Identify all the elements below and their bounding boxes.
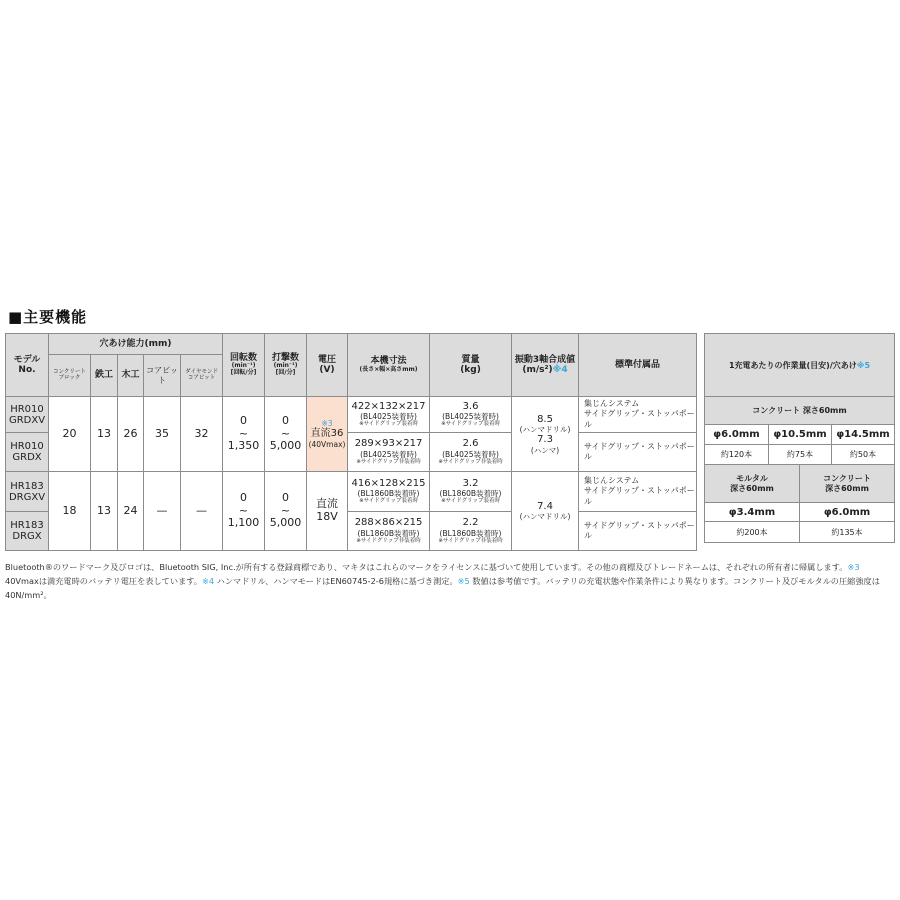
- work-count: 約200本: [705, 522, 800, 543]
- header-steel: 鉄工: [91, 355, 118, 397]
- model-line2: DRGXV: [8, 491, 46, 503]
- accessory-item: サイドグリップ・ストッパポール: [584, 520, 695, 540]
- header-speed-unit: (min⁻¹): [231, 362, 256, 370]
- table-row: [6, 397, 697, 433]
- model-hr010-grdxv: [6, 397, 49, 433]
- dims-value: 416×128×215: [351, 477, 426, 489]
- speed-min: 0: [240, 491, 248, 505]
- work-header-line1: コンクリート: [823, 473, 871, 483]
- speed-max: 1,350: [227, 439, 260, 453]
- cell-vibration: [512, 397, 579, 472]
- header-model: [6, 334, 49, 397]
- cell-accessories: [579, 433, 697, 472]
- cell-dims: [348, 397, 430, 433]
- cell-speed: [223, 472, 265, 551]
- model-hr010-grdx: [6, 433, 49, 472]
- spec-table: [5, 333, 697, 551]
- accessory-item: 集じんシステム: [584, 398, 640, 408]
- dims-battery: (BL1860B装着時): [357, 489, 420, 499]
- dims-value: 288×86×215: [354, 517, 423, 529]
- header-impact: [265, 334, 307, 397]
- work-diameter: φ6.0mm: [800, 503, 895, 522]
- cell-dims: [348, 433, 430, 472]
- cell-accessories: [579, 397, 697, 433]
- work-amount-table: [704, 333, 895, 543]
- dims-value: 422×132×217: [351, 400, 426, 412]
- weight-note: ※サイドグリップ非装着時: [438, 458, 503, 465]
- footnote-note4-text: ハンマドリル、ハンマモードはEN60745-2-6規格に基づき測定。: [214, 576, 458, 586]
- weight-note: ※サイドグリップ非装着時: [438, 537, 503, 544]
- cell-diamond: —: [181, 472, 223, 551]
- work-group2-header-concrete: [800, 465, 895, 503]
- cell-wood: 26: [118, 397, 144, 472]
- cell-weight: [430, 472, 512, 512]
- header-dimensions-label: 本機寸法: [370, 356, 407, 367]
- model-line1: HR183: [10, 480, 44, 492]
- speed-min: 0: [240, 414, 248, 428]
- header-weight-unit: (kg): [460, 365, 481, 375]
- work-group2-header-mortar: [705, 465, 800, 503]
- footnote-note3-text: 40Vmaxは満充電時のバッテリ電圧を表しています。: [5, 576, 202, 586]
- work-group1-header: コンクリート 深さ60mm: [705, 397, 895, 425]
- dims-battery: (BL4025装着時): [360, 449, 417, 459]
- cell-voltage: [307, 397, 348, 472]
- header-diamond-core-bit: [181, 355, 223, 397]
- work-count: 約120本: [705, 445, 769, 465]
- weight-battery: (BL1860B装着時): [439, 489, 502, 499]
- vibration-mode-drill: (ハンマドリル): [519, 512, 571, 522]
- header-drilling-capacity: 穴あけ能力(mm): [49, 334, 223, 355]
- header-vibration: [512, 334, 579, 397]
- header-voltage: [307, 334, 348, 397]
- work-count: 約75本: [769, 445, 832, 465]
- header-weight: [430, 334, 512, 397]
- accessory-item: サイドグリップ・ストッパポール: [584, 409, 695, 429]
- model-line2: GRDXV: [8, 414, 46, 426]
- dims-note: ※サイドグリップ非装着時: [356, 537, 421, 544]
- work-diameter: φ10.5mm: [769, 425, 832, 445]
- cell-dims: [348, 472, 430, 512]
- cell-accessories: [579, 512, 697, 551]
- cell-voltage: [307, 472, 348, 551]
- header-weight-label: 質量: [461, 354, 480, 365]
- work-table-title-text: 1充電あたりの作業量(目安)/穴あけ: [728, 360, 857, 370]
- header-impact-label: 打撃数: [272, 352, 300, 363]
- vibration-mode-drill: (ハンマドリル): [519, 425, 571, 434]
- vibration-value-hammer: 7.3: [537, 434, 553, 445]
- model-line1: HR183: [10, 520, 44, 531]
- footnote-note3-mark: ※3: [847, 562, 860, 572]
- cell-core: —: [144, 472, 181, 551]
- header-speed-label: 回転数: [230, 352, 258, 363]
- header-speed: [223, 334, 265, 397]
- weight-battery: (BL4025装着時): [442, 449, 499, 459]
- header-concrete-block: [49, 355, 91, 397]
- cell-diamond: 32: [181, 397, 223, 472]
- section-title: ■主要機能: [8, 308, 88, 326]
- header-vibration-note: ※4: [552, 365, 568, 375]
- cell-steel: 13: [91, 397, 118, 472]
- weight-value: 3.2: [462, 477, 479, 489]
- work-count: 約50本: [832, 445, 895, 465]
- model-line1: HR010: [10, 403, 44, 415]
- weight-note: ※サイドグリップ装着時: [441, 498, 500, 505]
- voltage-type: 直流: [316, 497, 339, 511]
- cell-impact: [265, 472, 307, 551]
- work-table-title: [705, 334, 895, 397]
- work-header-line2: 深さ60mm: [730, 483, 774, 493]
- vibration-value-drill: 8.5: [537, 413, 553, 425]
- header-diamond-line2: コアビット: [187, 374, 216, 381]
- header-dimensions-unit: (長さ×幅×高さmm): [359, 365, 418, 373]
- model-line1: HR010: [10, 441, 44, 452]
- dims-note: ※サイドグリップ装着時: [359, 498, 418, 505]
- footnote-note5-mark: ※5: [457, 576, 470, 586]
- cell-weight: [430, 433, 512, 472]
- header-accessories: 標準付属品: [579, 334, 697, 397]
- cell-speed: [223, 397, 265, 472]
- header-vibration-label: 振動3軸合成値: [514, 354, 576, 365]
- header-model-line2: No.: [18, 365, 36, 375]
- accessory-item: 集じんシステム: [584, 475, 640, 485]
- footnote-note4-mark: ※4: [201, 576, 215, 586]
- impact-min: 0: [282, 491, 290, 505]
- header-vibration-unit-line: [512, 365, 578, 375]
- dims-note: ※サイドグリップ非装着時: [356, 458, 421, 465]
- voltage-value: 直流36: [310, 428, 344, 440]
- voltage-note: ※3: [321, 419, 333, 429]
- cell-weight: [430, 397, 512, 433]
- weight-value: 2.2: [462, 517, 479, 529]
- weight-value: 3.6: [462, 400, 479, 412]
- header-voltage-unit: (V): [319, 365, 335, 375]
- cell-dims: [348, 512, 430, 551]
- model-hr183-drgx: [6, 512, 49, 551]
- speed-tilde: ~: [238, 503, 249, 517]
- dims-value: 289×93×217: [354, 438, 423, 450]
- model-hr183-drgxv: [6, 472, 49, 512]
- header-concrete-line2: ブロック: [58, 374, 81, 381]
- accessory-item: サイドグリップ・ストッパポール: [584, 486, 695, 506]
- cell-concrete: 20: [49, 397, 91, 472]
- work-table-title-note: ※5: [856, 360, 871, 370]
- weight-battery: (BL1860B装着時): [439, 528, 502, 538]
- header-vibration-unit: (m/s²): [522, 365, 553, 375]
- header-diamond-line1: ダイヤモンド: [185, 368, 218, 375]
- accessory-item: サイドグリップ・ストッパポール: [584, 441, 695, 461]
- dims-note: ※サイドグリップ装着時: [359, 421, 418, 428]
- header-speed-unit2: [回転/分]: [230, 369, 257, 377]
- work-header-line2: 深さ60mm: [825, 483, 869, 493]
- cell-wood: 24: [118, 472, 144, 551]
- cell-accessories: [579, 472, 697, 512]
- impact-max: 5,000: [269, 516, 302, 530]
- impact-min: 0: [282, 414, 290, 428]
- impact-tilde: ~: [280, 503, 291, 517]
- header-impact-unit2: [回/分]: [275, 369, 296, 377]
- cell-vibration: [512, 472, 579, 551]
- model-line2: DRGX: [12, 531, 42, 542]
- footnote-note5-text: 数値は参考値です。バッテリの充電状態や作業条件により異なります。コンクリート及びモルタルの圧縮強度は40N/mm²。: [5, 576, 880, 600]
- work-diameter: φ3.4mm: [705, 503, 800, 522]
- weight-battery: (BL4025装着時): [442, 412, 499, 422]
- header-model-line1: モデル: [13, 354, 41, 365]
- dims-battery: (BL1860B装着時): [357, 528, 420, 538]
- weight-value: 2.6: [462, 438, 479, 450]
- cell-core: 35: [144, 397, 181, 472]
- cell-weight: [430, 512, 512, 551]
- header-voltage-label: 電圧: [318, 354, 337, 365]
- impact-max: 5,000: [269, 439, 302, 453]
- work-header-line1: モルタル: [736, 473, 768, 483]
- footnote: [5, 560, 895, 602]
- footnote-trademark: Bluetooth®のワードマーク及びロゴは、Bluetooth SIG, Inc.が所有する登録商標であり、マキタはこれらのマークをライセンスに基づいて使用しています。その他の商標及びトレードネームは、それぞれの所有者に帰属します。: [5, 562, 848, 572]
- work-diameter: φ6.0mm: [705, 425, 769, 445]
- voltage-sub: (40Vmax): [308, 439, 346, 449]
- work-diameter: φ14.5mm: [832, 425, 895, 445]
- weight-note: ※サイドグリップ装着時: [441, 421, 500, 428]
- speed-tilde: ~: [238, 426, 249, 440]
- work-count: 約135本: [800, 522, 895, 543]
- header-dimensions: [348, 334, 430, 397]
- cell-concrete: 18: [49, 472, 91, 551]
- header-wood: 木工: [118, 355, 144, 397]
- cell-steel: 13: [91, 472, 118, 551]
- impact-tilde: ~: [280, 426, 291, 440]
- model-line2: GRDX: [12, 452, 42, 463]
- header-core-bit: コアビット: [144, 355, 181, 397]
- speed-max: 1,100: [227, 516, 260, 530]
- header-impact-unit: (min⁻¹): [273, 362, 298, 370]
- table-row: [6, 472, 697, 512]
- vibration-mode-hammer: (ハンマ): [530, 445, 560, 455]
- dims-battery: (BL4025装着時): [360, 412, 417, 422]
- vibration-value-drill: 7.4: [537, 500, 553, 512]
- cell-impact: [265, 397, 307, 472]
- voltage-value: 18V: [316, 510, 338, 523]
- header-concrete-line1: コンクリート: [53, 368, 86, 375]
